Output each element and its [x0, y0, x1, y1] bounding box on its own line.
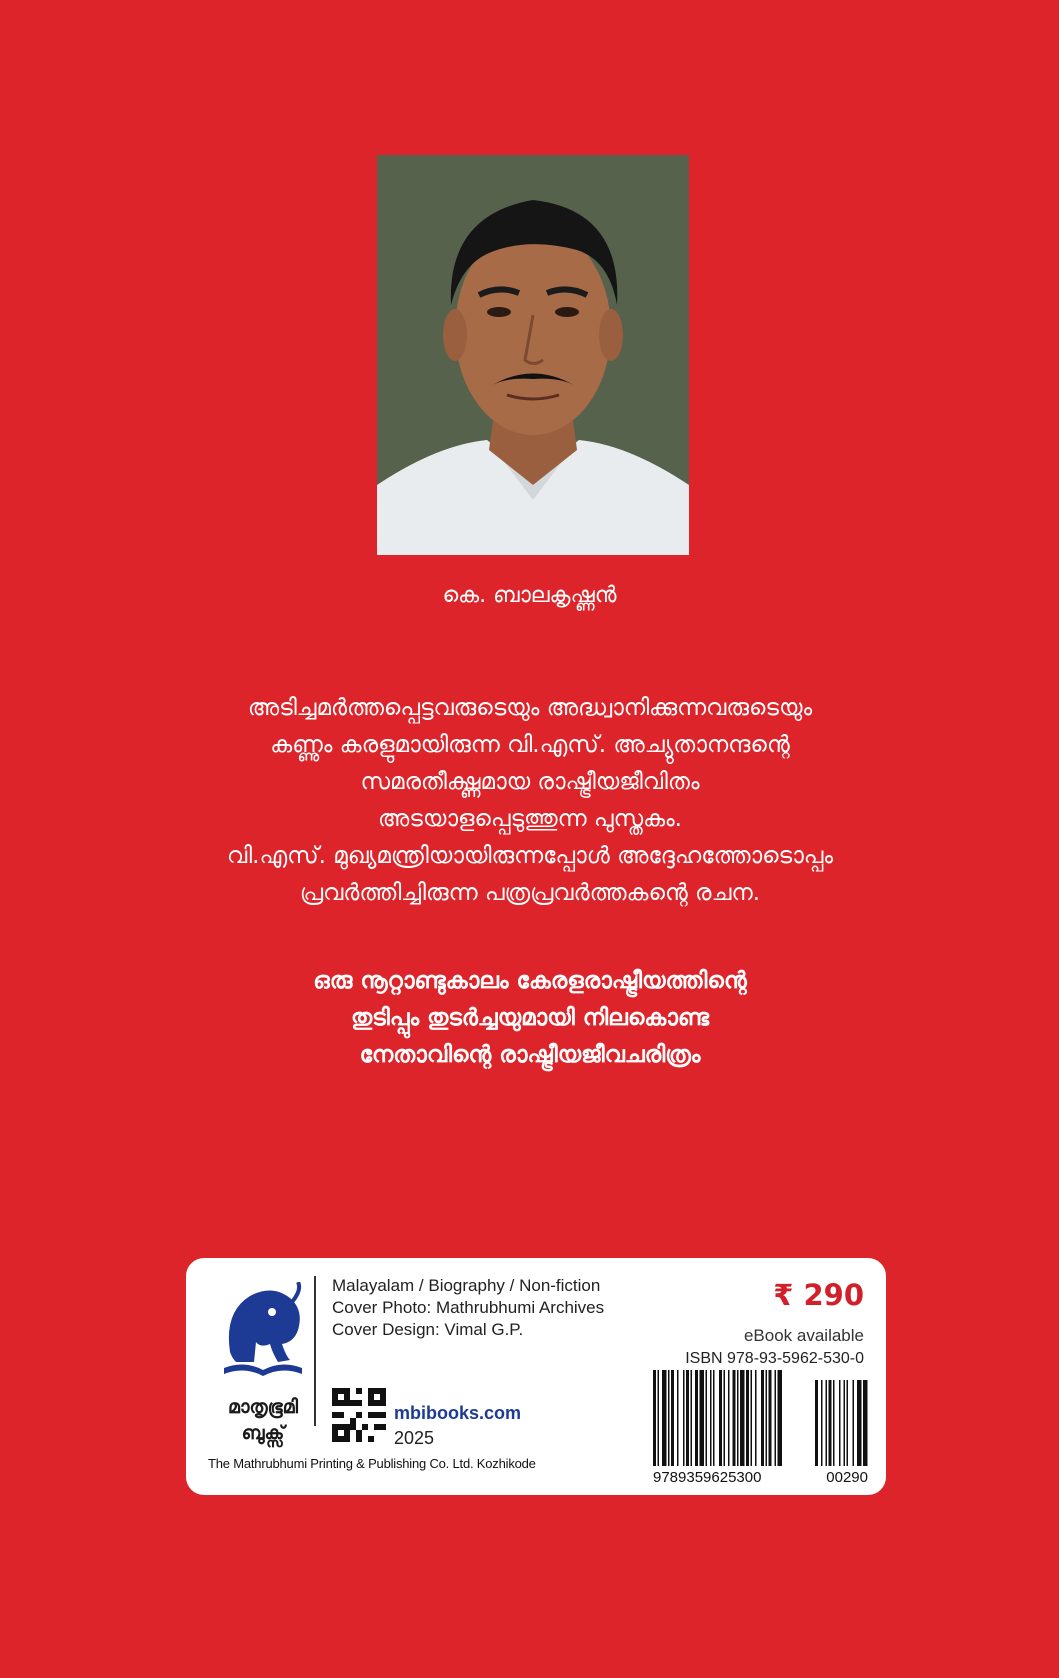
author-name: കെ. ബാലകൃഷ്ണൻ [442, 583, 617, 608]
divider [314, 1276, 316, 1426]
website-link[interactable]: mbibooks.com [394, 1403, 522, 1423]
blurb-line: കണ്ണും കരളുമായിരുന്ന വി.എസ്. അച്യുതാനന്ദന്റെ [270, 732, 790, 758]
publisher-name: The Mathrubhumi Printing & Publishing Co. Ltd. Kozhikode [208, 1456, 536, 1471]
blurb-line: നേതാവിന്റെ രാഷ്ട്രീയജീവചരിത്രം [359, 1042, 701, 1068]
isbn: ISBN 978-93-5962-530-0 [685, 1350, 864, 1367]
blurb-line: അടിച്ചമർത്തപ്പെട്ടവരുടെയും അദ്ധ്വാനിക്കുന്നവരുടെയും [247, 695, 813, 721]
barcode-icon [653, 1370, 868, 1474]
blurb-line: വി.എസ്. മുഖ്യമന്ത്രിയായിരുന്നപ്പോൾ അദ്ദേഹത്തോടൊപ്പം [226, 843, 834, 869]
barcode-digits [653, 1469, 868, 1486]
blurb-line: പ്രവർത്തിച്ചിരുന്ന പത്രപ്രവർത്തകന്റെ രചന. [299, 880, 761, 906]
barcode-main-number: 9789359625300 [653, 1469, 762, 1486]
category-text: Malayalam / Biography / Non-fiction [332, 1276, 601, 1295]
logo-text-line1: മാതൃഭൂമി [228, 1396, 298, 1418]
blurb-paragraph-2 [130, 963, 930, 1074]
cover-photo-credit: Cover Photo: Mathrubhumi Archives [332, 1298, 605, 1317]
logo-text-line2: ബുക്സ് [241, 1422, 285, 1444]
info-box [186, 1258, 886, 1495]
elephant-logo-icon [220, 1282, 306, 1386]
ebook-note: eBook available [743, 1326, 864, 1345]
blurb-paragraph-1 [130, 690, 930, 912]
publication-year: 2025 [394, 1428, 435, 1448]
barcode-addon-number: 00290 [826, 1469, 868, 1486]
blurb-line: അടയാളപ്പെടുത്തുന്ന പുസ്തകം. [378, 806, 682, 832]
cover-design-credit: Cover Design: Vimal G.P. [332, 1320, 524, 1339]
blurb-line: സമരതീക്ഷ്ണമായ രാഷ്ട്രീയജീവിതം [360, 769, 700, 795]
blurb-line: തുടിപ്പും തുടർച്ചയുമായി നിലകൊണ്ട [351, 1005, 709, 1031]
blurb-line: ഒരു നൂറ്റാണ്ടുകാലം കേരളരാഷ്ട്രീയത്തിന്റെ [313, 968, 747, 994]
author-photo [377, 155, 689, 555]
price: ₹ 290 [773, 1278, 864, 1312]
qr-code-icon [332, 1388, 386, 1442]
